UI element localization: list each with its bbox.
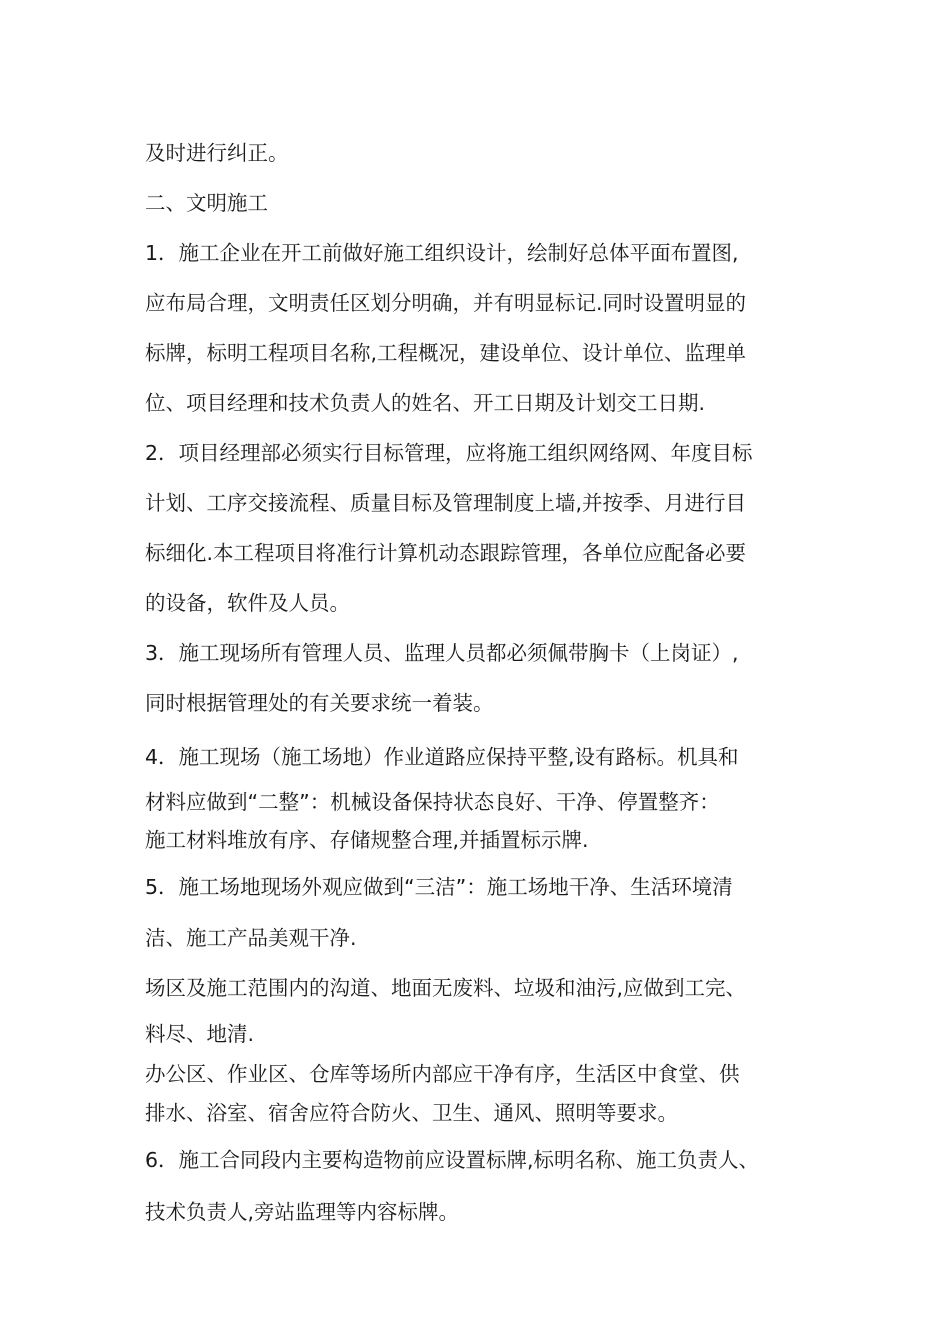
text-line: 计划、工序交接流程、质量目标及管理制度上墙,并按季、月进行目 — [145, 491, 747, 515]
text-line: 2．项目经理部必须实行目标管理，应将施工组织网络网、年度目标 — [145, 441, 753, 465]
text-line: 3．施工现场所有管理人员、监理人员都必须佩带胸卡（上岗证）, — [145, 641, 739, 665]
text-line: 1．施工企业在开工前做好施工组织设计，绘制好总体平面布置图, — [145, 241, 739, 265]
section-heading: 二、文明施工 — [145, 191, 268, 215]
text-line: 4．施工现场（施工场地）作业道路应保持平整,设有路标。机具和 — [145, 745, 739, 769]
text-line: 洁、施工产品美观干净. — [145, 926, 357, 950]
text-line: 5．施工场地现场外观应做到“三洁”：施工场地干净、生活环境清 — [145, 875, 733, 899]
text-line: 料尽、地清. — [145, 1022, 255, 1046]
text-line: 场区及施工范围内的沟道、地面无废料、垃圾和油污,应做到工完、 — [145, 976, 747, 1000]
document-body — [145, 128, 825, 1237]
text-line: 施工材料堆放有序、存储规整合理,并插置标示牌. — [145, 828, 589, 852]
text-line: 的设备，软件及人员。 — [145, 591, 350, 615]
text-line: 位、项目经理和技术负责人的姓名、开工日期及计划交工日期. — [145, 391, 706, 415]
text-line: 标细化.本工程项目将准行计算机动态跟踪管理，各单位应配备必要 — [145, 541, 747, 565]
text-line: 技术负责人,旁站监理等内容标牌。 — [145, 1200, 460, 1224]
text-line: 办公区、作业区、仓库等场所内部应干净有序，生活区中食堂、供 — [145, 1062, 740, 1086]
text-line: 6．施工合同段内主要构造物前应设置标牌,标明名称、施工负责人、 — [145, 1148, 760, 1172]
text-line: 材料应做到“二整”：机械设备保持状态良好、干净、停置整齐： — [145, 790, 720, 814]
text-line: 同时根据管理处的有关要求统一着装。 — [145, 691, 494, 715]
text-line: 及时进行纠正。 — [145, 141, 289, 165]
text-line: 排水、浴室、宿舍应符合防火、卫生、通风、照明等要求。 — [145, 1101, 678, 1125]
text-line: 标牌，标明工程项目名称,工程概况，建设单位、设计单位、监理单 — [145, 341, 747, 365]
text-line: 应布局合理，文明责任区划分明确，并有明显标记.同时设置明显的 — [145, 291, 747, 315]
